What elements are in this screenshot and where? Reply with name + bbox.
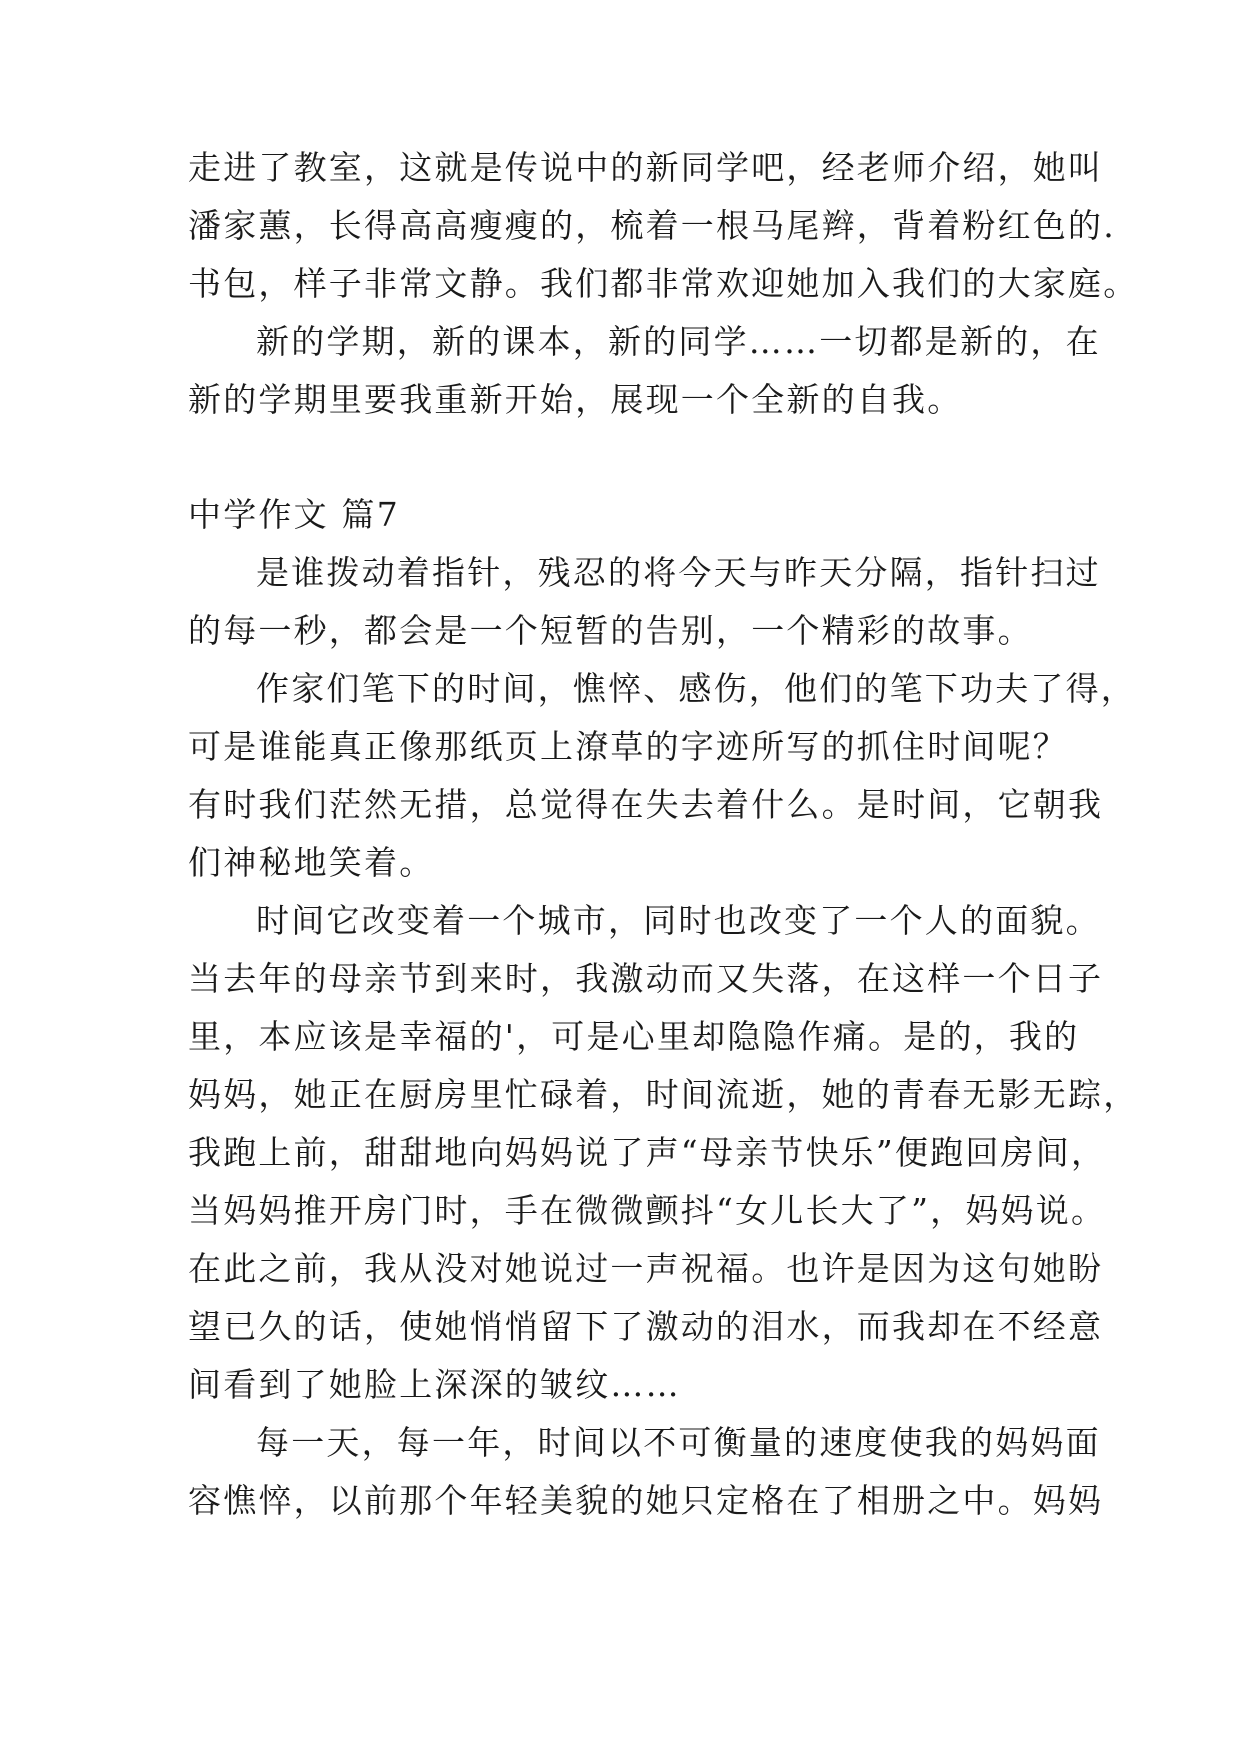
text-line: 当去年的母亲节到来时，我激动而又失落，在这样一个日子	[188, 959, 1104, 998]
paragraph-start-line: 是谁拨动着指针，残忍的将今天与昨天分隔，指针扫过	[256, 553, 1101, 592]
paragraph-start-line: 新的学期，新的课本，新的同学……一切都是新的，在	[256, 322, 1101, 361]
text-line: 可是谁能真正像那纸页上潦草的字迹所写的抓住时间呢？	[188, 727, 1068, 766]
section-heading: 中学作文 篇7	[188, 495, 400, 534]
paragraph-start-line: 时间它改变着一个城市，同时也改变了一个人的面貌。	[256, 901, 1101, 940]
text-line: 书包，样子非常文静。我们都非常欢迎她加入我们的大家庭。	[188, 264, 1139, 303]
text-line: 们神秘地笑着。	[188, 843, 435, 882]
text-line: 新的学期里要我重新开始，展现一个全新的自我。	[188, 380, 963, 419]
text-line: 有时我们茫然无措，总觉得在失去着什么。是时间，它朝我	[188, 785, 1104, 824]
paragraph-start-line: 每一天，每一年，时间以不可衡量的速度使我的妈妈面	[256, 1423, 1101, 1462]
text-line: 妈妈，她正在厨房里忙碌着，时间流逝，她的青春无影无踪，	[188, 1075, 1139, 1114]
text-line: 当妈妈推开房门时，手在微微颤抖“女儿长大了”，妈妈说。	[188, 1191, 1107, 1230]
text-line: 在此之前，我从没对她说过一声祝福。也许是因为这句她盼	[188, 1249, 1104, 1288]
text-line: 里，本应该是幸福的'，可是心里却隐隐作痛。是的，我的	[188, 1017, 1080, 1056]
text-line: 我跑上前，甜甜地向妈妈说了声“母亲节快乐”便跑回房间，	[188, 1133, 1107, 1172]
text-line: 走进了教室，这就是传说中的新同学吧，经老师介绍，她叫	[188, 148, 1104, 187]
text-line: 潘家蕙，长得高高瘦瘦的，梳着一根马尾辫，背着粉红色的.	[188, 206, 1116, 245]
text-line: 望已久的话，使她悄悄留下了激动的泪水，而我却在不经意	[188, 1307, 1104, 1346]
text-line: 间看到了她脸上深深的皱纹……	[188, 1365, 681, 1404]
text-line: 容憔悴，以前那个年轻美貌的她只定格在了相册之中。妈妈	[188, 1481, 1104, 1520]
text-line: 的每一秒，都会是一个短暂的告别，一个精彩的故事。	[188, 611, 1033, 650]
paragraph-start-line: 作家们笔下的时间，憔悴、感伤，他们的笔下功夫了得，	[256, 669, 1136, 708]
